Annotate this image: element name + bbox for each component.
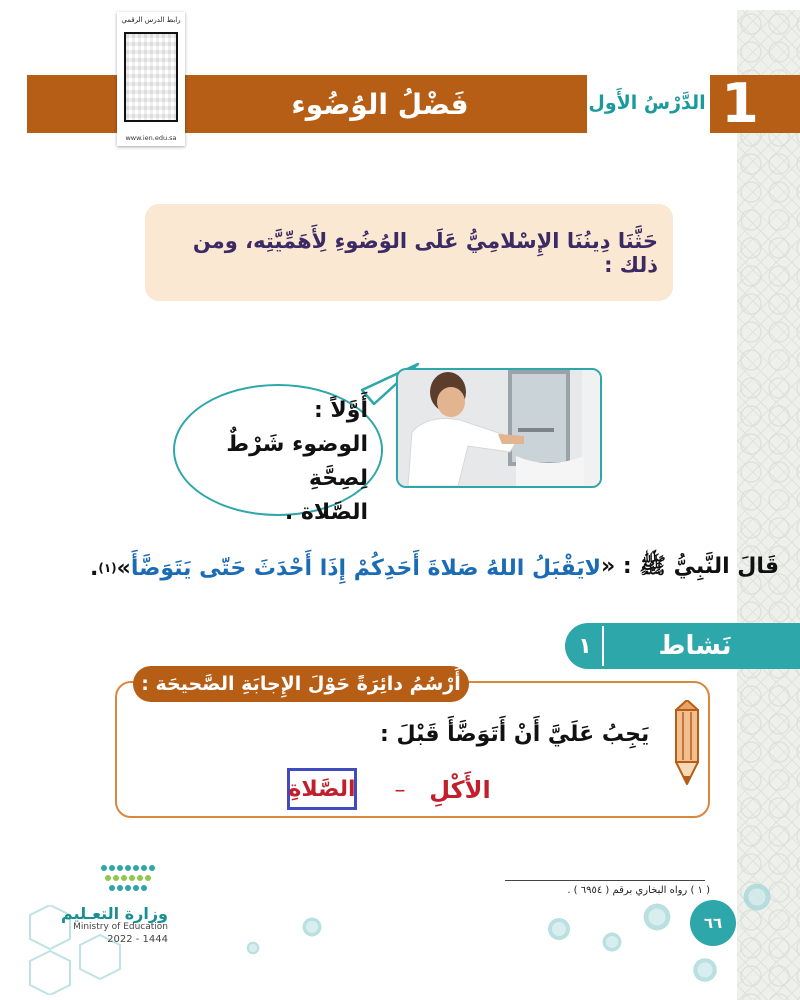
answer-separator: –: [394, 777, 406, 803]
qr-code-icon[interactable]: [124, 32, 178, 122]
bubble-line-2: الوضوء شَرْطٌ لِصِحَّةِ: [226, 432, 368, 491]
rosette-ornament: [740, 880, 774, 914]
rosette-ornament: [640, 900, 674, 934]
hadith-intro: قَالَ النَّبِيُّ ﷺ : «: [601, 554, 780, 579]
speech-bubble-text: [188, 394, 368, 525]
ministry-logo-icon: [98, 862, 160, 896]
rosette-ornament: [245, 940, 261, 956]
page-number: ٦٦: [703, 914, 723, 932]
lesson-number: 1: [721, 71, 759, 135]
rosette-ornament: [690, 955, 720, 985]
lesson-label: الدَّرْسُ الأَول: [588, 92, 706, 114]
intro-text: حَثَّنَا دِينُنَا الإِسْلامِيُّ عَلَى الوُضُوءِ لِأَهَمِّيَّتِه، ومن ذلك :: [192, 229, 658, 277]
qr-url[interactable]: www.ien.edu.sa: [125, 134, 177, 142]
footnote-divider: [505, 880, 705, 881]
footnote: ( ١ ) رواه البخاري برقم ( ٦٩٥٤ ) .: [567, 885, 710, 896]
boy-washing-hands-photo: [396, 368, 602, 488]
hadith-period: .: [90, 555, 99, 581]
hadith-line: [90, 545, 780, 591]
rosette-ornament: [300, 915, 324, 939]
ministry-name-english: Ministry of Education: [73, 922, 168, 932]
ministry-name-arabic: وزارة التعـليم: [61, 904, 168, 923]
qr-label: رابط الدرس الرقمي: [121, 16, 181, 24]
lesson-title: فَضْلُ الوُضُوء: [291, 87, 469, 121]
activity-instruction: أَرْسُمُ دائِرَةً حَوْلَ الإِجابَةِ الصَّحيحَة :: [141, 673, 461, 695]
activity-label: نَشاط: [658, 631, 732, 661]
activity-question: يَجِبُ عَلَيَّ أَنْ أَتَوَضَّأَ قَبْلَ :: [380, 721, 650, 747]
decorative-pattern-strip: [737, 10, 800, 1000]
hadith-quote: لايَقْبَلُ اللهُ صَلاةَ أَحَدِكُمْ إِذَا أَحْدَثَ حَتّى يَتَوَضَّأَ: [130, 555, 602, 581]
footnote-reference[interactable]: (١): [98, 561, 117, 575]
rosette-ornament: [545, 915, 573, 943]
answer-option-prayer-selected[interactable]: الصَّلاةِ: [287, 768, 357, 810]
pencil-icon: [672, 700, 702, 785]
rosette-ornament: [600, 930, 624, 954]
washing-hands-illustration: [398, 370, 600, 486]
bubble-line-3: الصَّلاة .: [284, 500, 368, 525]
hadith-close-quote: »: [116, 555, 131, 581]
bubble-line-1: أَوَّلاً :: [313, 398, 368, 423]
edition-year: 2022 - 1444: [107, 934, 168, 945]
answer-option-food[interactable]: الأَكْلِ: [429, 776, 491, 804]
activity-number: ١: [578, 633, 592, 659]
